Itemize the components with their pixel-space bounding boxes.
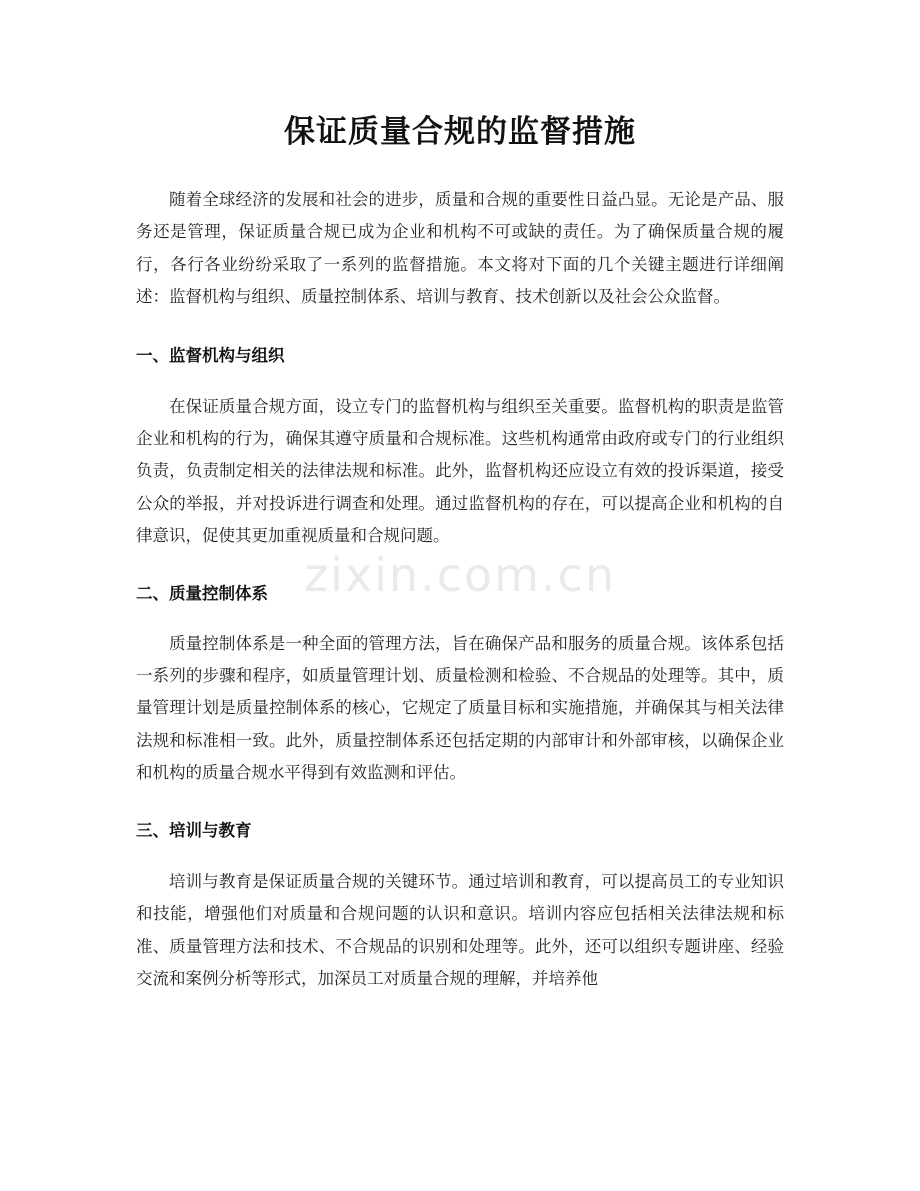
- section-body-quality-control: 质量控制体系是一种全面的管理方法，旨在确保产品和服务的质量合规。该体系包括一系列的步骤和程序，如质量管理计划、质量检测和检验、不合规品的处理等。其中，质量管理计划是质量控制体系的核心，它规定了质量目标和实施措施，并确保其与相关法律法规和标准相一致。此外，质量控制体系还包括定期的内部审计和外部审核，以确保企业和机构的质量合规水平得到有效监测和评估。: [136, 633, 784, 783]
- section-heading-supervision: 一、监督机构与组织: [136, 345, 285, 365]
- section-body-supervision: 在保证质量合规方面，设立专门的监督机构与组织至关重要。监督机构的职责是监管企业和机构的行为，确保其遵守质量和合规标准。这些机构通常由政府或专门的行业组织负责，负责制定相关的法律法规和标准。此外，监督机构还应设立有效的投诉渠道，接受公众的举报，并对投诉进行调查和处理。通过监督机构的存在，可以提高企业和机构的自律意识，促使其更加重视质量和合规问题。: [136, 396, 784, 546]
- watermark: zixin.com.cn: [303, 548, 617, 602]
- section-heading-training: 三、培训与教育: [136, 820, 252, 840]
- section-body-training: 培训与教育是保证质量合规的关键环节。通过培训和教育，可以提高员工的专业知识和技能，增强他们对质量和合规问题的认识和意识。培训内容应包括相关法律法规和标准、质量管理方法和技术、不合规品的识别和处理等。此外，还可以组织专题讲座、经验交流和案例分析等形式，加深员工对质量合规的理解，并培养他: [136, 871, 784, 988]
- document-page: [136, 0, 784, 995]
- document-title: 保证质量合规的监督措施: [284, 114, 636, 150]
- section-heading-quality-control: 二、质量控制体系: [136, 583, 268, 603]
- intro-paragraph: 随着全球经济的发展和社会的进步，质量和合规的重要性日益凸显。无论是产品、服务还是管理，保证质量合规已成为企业和机构不可或缺的责任。为了确保质量合规的履行，各行各业纷纷采取了一系列的监督措施。本文将对下面的几个关键主题进行详细阐述：监督机构与组织、质量控制体系、培训与教育、技术创新以及社会公众监督。: [136, 190, 784, 307]
